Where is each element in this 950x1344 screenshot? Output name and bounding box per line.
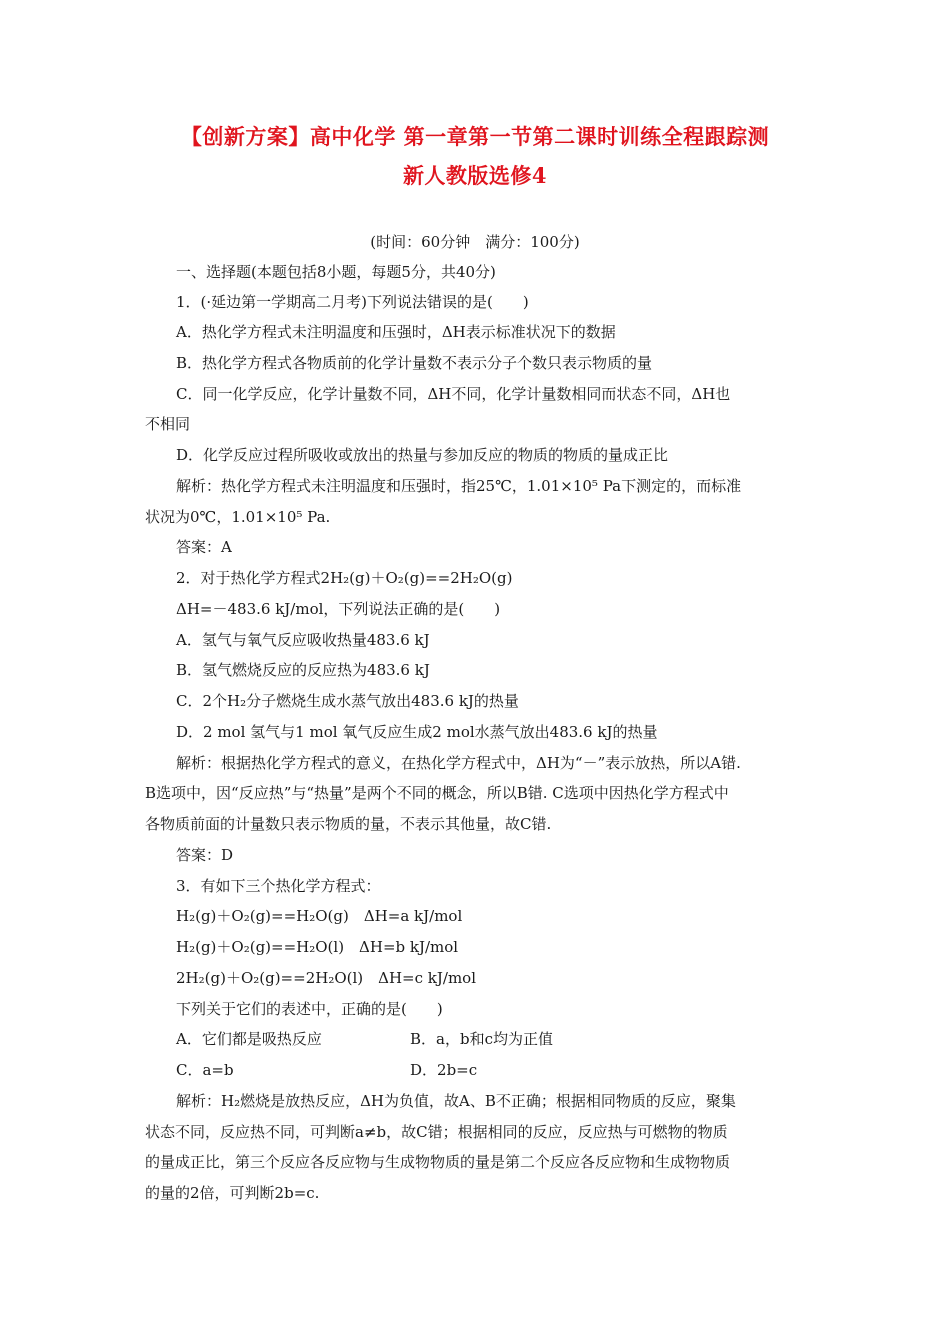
q2-analysis: 解析：根据热化学方程式的意义，在热化学方程式中，ΔH为“－”表示放热，所以A错. — [176, 754, 741, 772]
q2-option-c: C．2个H₂分子燃烧生成水蒸气放出483.6 kJ的热量 — [176, 692, 519, 710]
q1-stem: 1．(·延边第一学期高二月考)下列说法错误的是( ) — [176, 293, 529, 311]
q1-option-d: D．化学反应过程所吸收或放出的热量与参加反应的物质的物质的量成正比 — [176, 446, 669, 464]
q3-equation-2: H₂(g)＋O₂(g)==H₂O(l) ΔH=b kJ/mol — [176, 938, 459, 956]
q3-analysis-cont2: 的量成正比，第三个反应各反应物与生成物物质的量是第二个反应各反应物和生成物物质 — [145, 1153, 731, 1171]
q2-answer: 答案：D — [176, 846, 234, 864]
q2-option-a: A．氢气与氧气反应吸收热量483.6 kJ — [176, 631, 430, 649]
q3-option-d: D．2b=c — [410, 1061, 478, 1079]
time-score-info: (时间：60分钟 满分：100分) — [370, 233, 580, 251]
q3-analysis-cont3: 的量的2倍，可判断2b=c. — [145, 1184, 320, 1202]
q3-option-b: B．a，b和c均为正值 — [410, 1030, 553, 1048]
q1-option-c-cont: 不相同 — [145, 415, 191, 433]
q3-equation-1: H₂(g)＋O₂(g)==H₂O(g) ΔH=a kJ/mol — [176, 907, 463, 925]
section-heading: 一、选择题(本题包括8小题，每题5分，共40分) — [176, 263, 496, 281]
q3-question: 下列关于它们的表述中，正确的是( ) — [176, 1000, 443, 1018]
q2-option-d: D．2 mol 氢气与1 mol 氧气反应生成2 mol水蒸气放出483.6 kJ的热量 — [176, 723, 658, 741]
q2-analysis-cont2: 各物质前面的计量数只表示物质的量，不表示其他量，故C错. — [145, 815, 552, 833]
q1-analysis-cont: 状况为0℃，1.01×10⁵ Pa. — [145, 508, 331, 526]
q2-analysis-cont1: B选项中，因“反应热”与“热量”是两个不同的概念，所以B错. C选项中因热化学方程式中 — [145, 784, 729, 802]
q3-stem: 3．有如下三个热化学方程式： — [176, 877, 381, 895]
q3-equation-3: 2H₂(g)＋O₂(g)==2H₂O(l) ΔH=c kJ/mol — [176, 969, 476, 987]
q3-option-a: A．它们都是吸热反应 — [176, 1030, 322, 1048]
q1-answer: 答案：A — [176, 538, 232, 556]
q3-option-c: C．a=b — [176, 1061, 234, 1079]
q3-analysis: 解析：H₂燃烧是放热反应，ΔH为负值，故A、B不正确；根据相同物质的反应，聚集 — [176, 1092, 736, 1110]
q1-option-c: C．同一化学反应，化学计量数不同，ΔH不同，化学计量数相同而状态不同，ΔH也 — [176, 385, 731, 403]
q3-analysis-cont1: 状态不同，反应热不同，可判断a≠b，故C错；根据相同的反应，反应热与可燃物的物质 — [145, 1123, 728, 1141]
q1-analysis: 解析：热化学方程式未注明温度和压强时，指25℃，1.01×10⁵ Pa下测定的，而标准 — [176, 477, 742, 495]
q1-option-a: A．热化学方程式未注明温度和压强时，ΔH表示标准状况下的数据 — [176, 323, 616, 341]
document-title-line2: 新人教版选修4 — [402, 163, 548, 188]
q2-stem-cont: ΔH=－483.6 kJ/mol，下列说法正确的是( ) — [176, 600, 501, 618]
q1-option-b: B．热化学方程式各物质前的化学计量数不表示分子个数只表示物质的量 — [176, 354, 653, 372]
document-title-line1: 【创新方案】高中化学 第一章第一节第二课时训练全程跟踪测 — [180, 124, 770, 149]
q2-stem: 2．对于热化学方程式2H₂(g)＋O₂(g)==2H₂O(g) — [176, 569, 513, 587]
q2-option-b: B．氢气燃烧反应的反应热为483.6 kJ — [176, 661, 430, 679]
